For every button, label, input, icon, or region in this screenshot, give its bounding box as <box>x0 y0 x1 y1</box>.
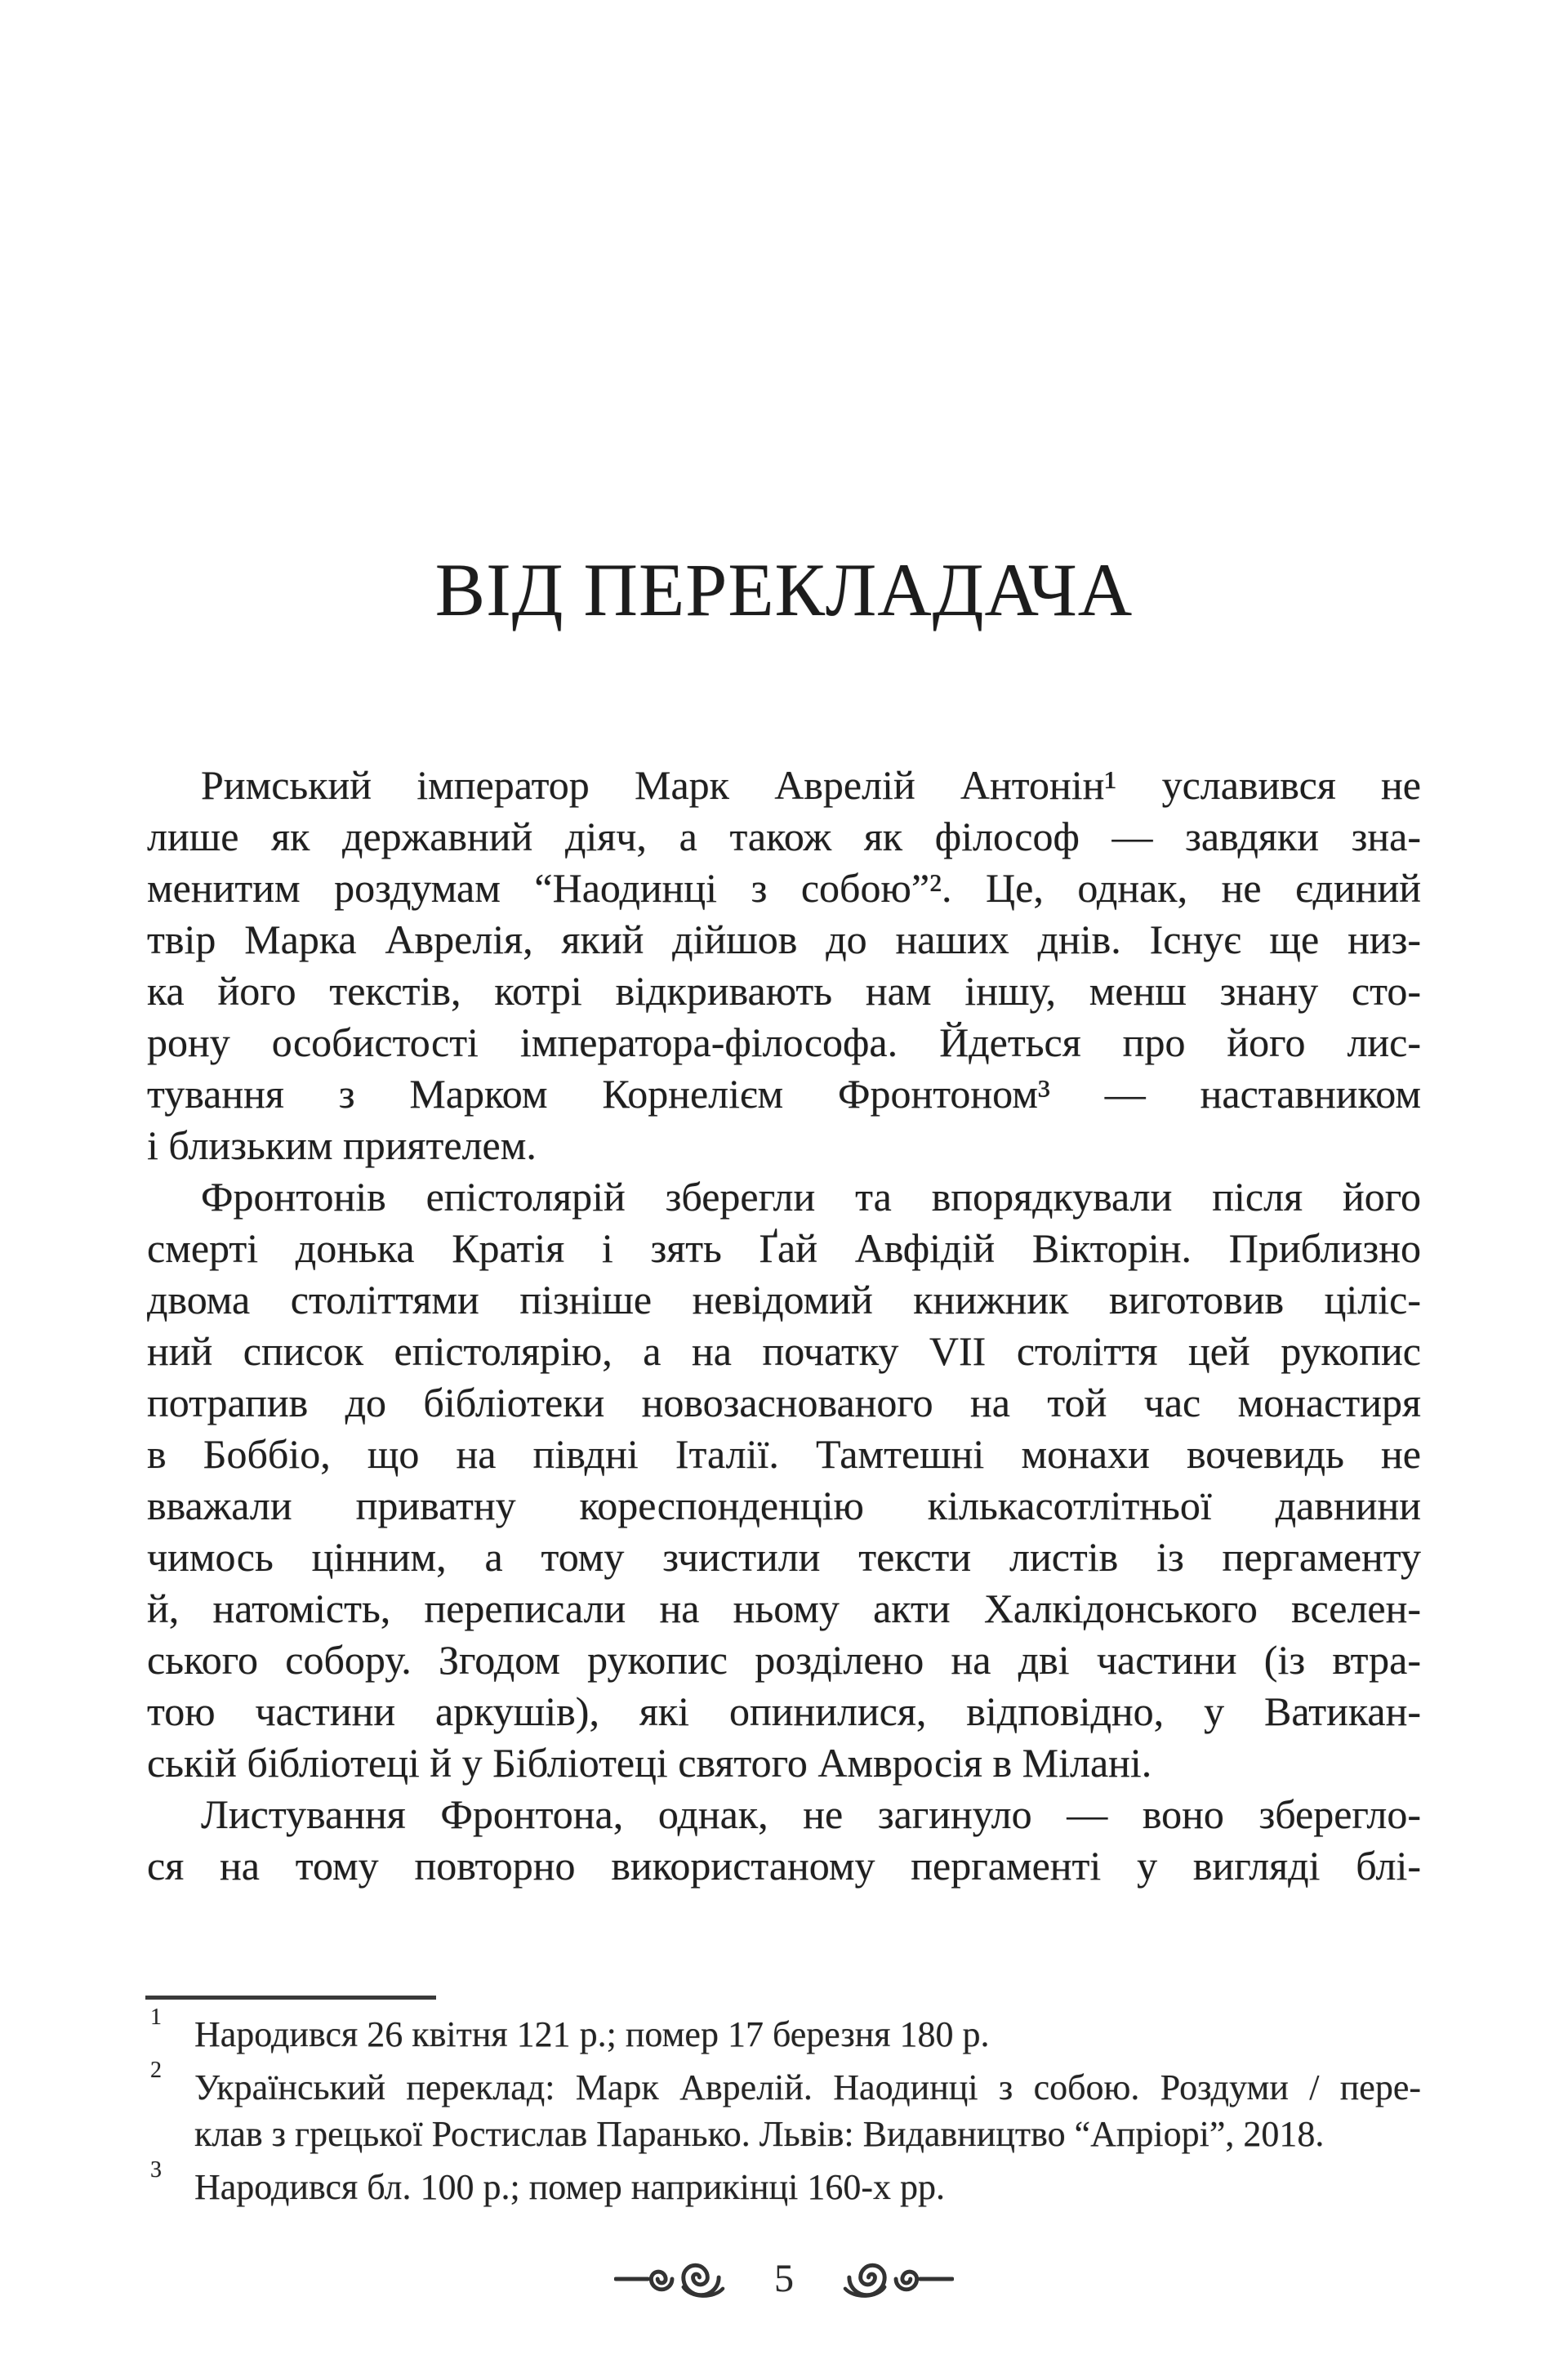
footnote-line: Народився бл. 100 р.; помер наприкінці 160-х рр. <box>194 2167 945 2207</box>
footer-flourish-left-icon <box>614 2254 727 2303</box>
body-line: ка його текстів, котрі відкривають нам іншу, менш знану сто- <box>147 968 1421 1014</box>
footnote-marker: 1 <box>150 2005 162 2030</box>
footnotes <box>147 2005 1421 2217</box>
body-line: вважали приватну кореспонденцію кількасотлітньої давнини <box>147 1483 1421 1528</box>
body-line: ний список епістолярію, а на початку VII століття цей рукопис <box>147 1328 1421 1374</box>
body-line: смерті донька Кратія і зять Ґай Авфідій Вікторін. Приблизно <box>147 1225 1421 1271</box>
body-line: твір Марка Аврелія, який дійшов до наших днів. Існує ще низ- <box>147 916 1421 962</box>
body-line: Фронтонів епістолярій зберегли та впорядкували після його <box>201 1174 1421 1220</box>
body-line: Листування Фронтона, однак, не загинуло — воно зберегло- <box>201 1791 1421 1837</box>
footnote-line: Народився 26 квітня 121 р.; помер 17 березня 180 р. <box>194 2014 990 2054</box>
body-line: в Боббіо, що на півдні Італії. Тамтешні монахи вочевидь не <box>147 1431 1421 1477</box>
body-line: чимось цінним, а тому зчистили тексти листів із пергаменту <box>147 1534 1421 1580</box>
page-footer <box>0 2248 1568 2310</box>
body-line: ській бібліотеці й у Бібліотеці святого Амвросія в Мілані. <box>147 1740 1152 1786</box>
footnote <box>147 2005 1421 2058</box>
body-line: тою частини аркушів), які опинилися, відповідно, у Ватикан- <box>147 1688 1421 1734</box>
footnote <box>147 2157 1421 2210</box>
body-line: Римський імператор Марк Аврелій Антонін¹ уславився не <box>201 762 1421 808</box>
footnote-line: Український переклад: Марк Аврелій. Наодинці з собою. Роздуми / пере- <box>194 2067 1421 2107</box>
footnote-marker: 3 <box>150 2157 162 2183</box>
footer-flourish-right-icon <box>841 2254 954 2303</box>
footnote-separator-rule <box>145 1996 436 2000</box>
footnote-line: клав з грецької Ростислав Паранько. Львів: Видавництво “Апріорі”, 2018. <box>194 2114 1325 2154</box>
body-line: тування з Марком Корнелієм Фронтоном³ — наставником <box>147 1071 1421 1117</box>
body-line: й, натомість, переписали на ньому акти Халкідонського вселен- <box>147 1585 1421 1631</box>
chapter-title: ВІД ПЕРЕКЛАДАЧА <box>434 548 1134 631</box>
body-line: рону особистості імператора-філософа. Йдеться про його лис- <box>147 1019 1421 1065</box>
page-number: 5 <box>774 2257 794 2300</box>
body-line: двома століттями пізніше невідомий книжник виготовив ціліс- <box>147 1277 1421 1322</box>
footnote-marker: 2 <box>150 2058 162 2083</box>
footnote <box>147 2058 1421 2157</box>
body-line: ського собору. Згодом рукопис розділено на дві частини (із втра- <box>147 1637 1421 1683</box>
body-line: потрапив до бібліотеки новозаснованого на той час монастиря <box>147 1380 1421 1425</box>
body-line: і близьким приятелем. <box>147 1122 537 1168</box>
body-line: ся на тому повторно використаному пергаменті у вигляді блі- <box>147 1843 1421 1889</box>
body-text <box>147 760 1421 1892</box>
body-line: лише як державний діяч, а також як філософ — завдяки зна- <box>147 814 1421 859</box>
body-line: менитим роздумам “Наодинці з собою”². Це, однак, не єдиний <box>147 865 1421 911</box>
